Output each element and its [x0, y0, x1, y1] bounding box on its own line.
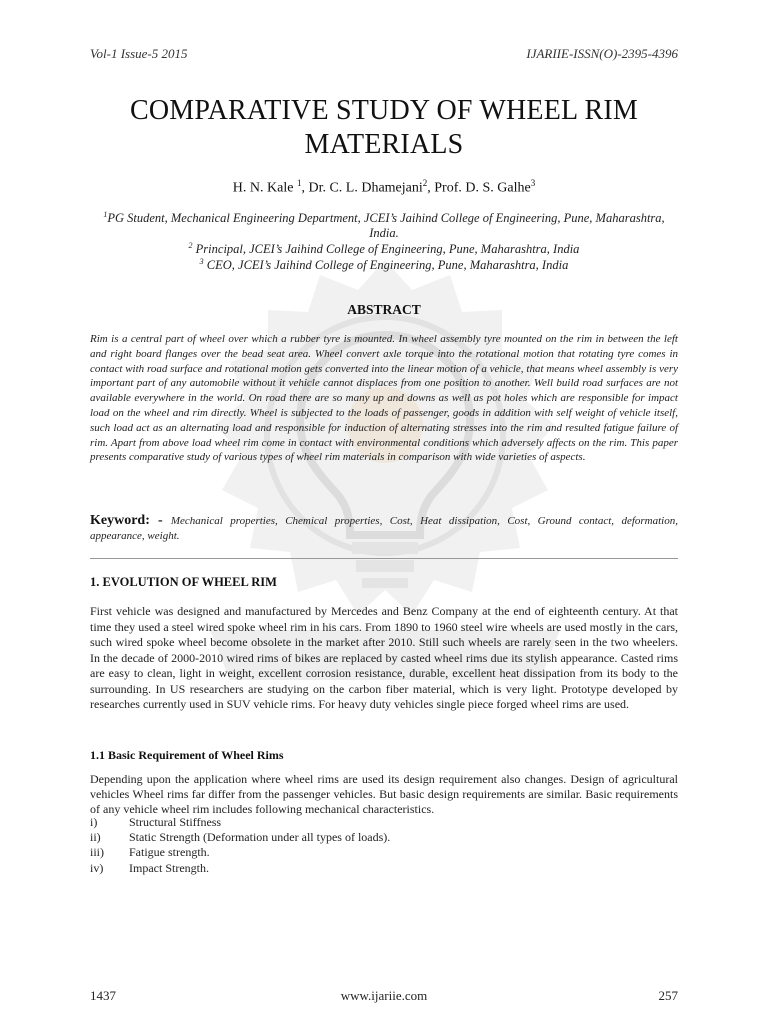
author-name: H. N. Kale — [232, 180, 297, 196]
affiliation-mark: 3 — [199, 257, 204, 266]
header-issn: IJARIIE-ISSN(O)-2395-4396 — [526, 46, 678, 61]
list-item-text: Static Strength (Deformation under all types of loads). — [129, 830, 391, 845]
keywords-label: Keyword: - — [90, 513, 171, 528]
list-item — [90, 845, 678, 860]
list-item-number: ii) — [90, 830, 101, 845]
requirements-list — [90, 815, 678, 876]
section-divider — [90, 558, 678, 559]
author-list — [60, 178, 708, 197]
affiliation-3 — [90, 254, 678, 273]
list-item — [90, 830, 678, 845]
affiliation-text: PG Student, Mechanical Engineering Department, JCEI’s Jaihind College of Engineering, Pune, Maharashtra, India. — [107, 211, 665, 241]
paper-title — [60, 94, 708, 162]
author-name: , Prof. D. S. Galhe — [427, 180, 531, 196]
list-item-text: Fatigue strength. — [129, 845, 210, 860]
list-item — [90, 815, 678, 830]
keywords — [90, 513, 678, 544]
list-item-text: Impact Strength. — [129, 860, 209, 875]
abstract-heading: ABSTRACT — [347, 302, 421, 317]
affiliation-1 — [90, 207, 678, 241]
paper-title-line-2: MATERIALS — [304, 129, 464, 160]
section-evolution-paragraph: First vehicle was designed and manufactured by Mercedes and Benz Company at the end of eighteenth century. At that time they used a steel wired spoke wheel rim in his cars. From 1890 to 1960 steel wire wheels are used mostly in the cars, such wired spoke wheel become obsolete in the market after 2010. Still such wheels are rarely seen in the two wheelers. In the decade of 2000-2010 wired rims of bikes are replaced by casted wheel rims due its stylish appearance. Casted rims are easy to clean, light in weight, excellent corrosion resistance, durable, excellent heat dissipation from its body to the surrounding. In US researchers are studying on the carbon fiber material, which is very light. Prototype developed by researches currently used in SUV vehicle rims. For heavy duty vehicles single piece forged wheel rims are used. — [90, 604, 678, 711]
paper-title-line-1: COMPARATIVE STUDY OF WHEEL RIM — [130, 95, 638, 126]
author-name: , Dr. C. L. Dhamejani — [301, 180, 423, 196]
list-item-text: Structural Stiffness — [129, 815, 222, 829]
list-item-number: iii) — [90, 845, 104, 860]
affiliation-text: CEO, JCEI’s Jaihind College of Engineering, Pune, Maharashtra, India — [203, 258, 569, 273]
subsection-heading-basic-requirement: 1.1 Basic Requirement of Wheel Rims — [90, 748, 284, 762]
footer-article-number: 1437 — [90, 988, 116, 1003]
list-item — [90, 861, 678, 876]
list-item-number: i) — [90, 815, 98, 829]
author-affiliation-mark: 1 — [296, 178, 302, 188]
affiliation-mark: 1 — [103, 210, 108, 219]
author-affiliation-mark: 3 — [530, 178, 536, 188]
footer-page-number: 257 — [658, 988, 678, 1003]
affiliation-mark: 2 — [188, 241, 193, 250]
section-heading-evolution: 1. EVOLUTION OF WHEEL RIM — [90, 575, 277, 589]
subsection-basic-requirement-paragraph: Depending upon the application where wheel rims are used its design requirement also changes. Design of agricultural vehicles Wheel rims far differ from the passenger vehicles. But basic design requirements are similar. Basic requirements of any vehicle wheel rim includes following mechanical characteristics. — [90, 772, 678, 817]
footer-website-link[interactable]: www.ijariie.com — [340, 988, 428, 1003]
abstract-text: Rim is a central part of wheel over which a rubber tyre is mounted. In wheel assembly tyre mounted on the rim in between the left and right board flanges over the bead seat area. Wheel convert axle torque into the rotational motion that rotating tyre comes in contact with road surface and rotational motion gets converted into the linear motion of a vehicle, that means wheel assembly is very important part of any automobile without it vehicle cannot displaces from one position to another. Well build road surfaces are not available everywhere in the world. On road there are so many up and downs as well as pot holes which are responsible for impact load on the wheel and rim directly. Wheel is subjected to the loads of passenger, goods in addition with self weight of vehicle itself, such load act as an alternating load and responsible for induction of alternating stresses into the rim and resulted fatigue failure of rim. Apart from above load wheel rim come in contact with environmental conditions which adversely affects on the rim. This paper presents comparative study of various types of wheel rim materials in comparison with wide varieties of aspects. — [90, 333, 678, 464]
affiliation-text: Principal, JCEI’s Jaihind College of Engineering, Pune, Maharashtra, India — [192, 242, 580, 257]
keywords-text: Mechanical properties, Chemical properties, Cost, Heat dissipation, Cost, Ground contact, deformation, appearance, weight. — [90, 515, 678, 542]
list-item-number: iv) — [90, 860, 104, 875]
header-volume-issue: Vol-1 Issue-5 2015 — [90, 46, 188, 61]
author-affiliation-mark: 2 — [422, 178, 428, 188]
